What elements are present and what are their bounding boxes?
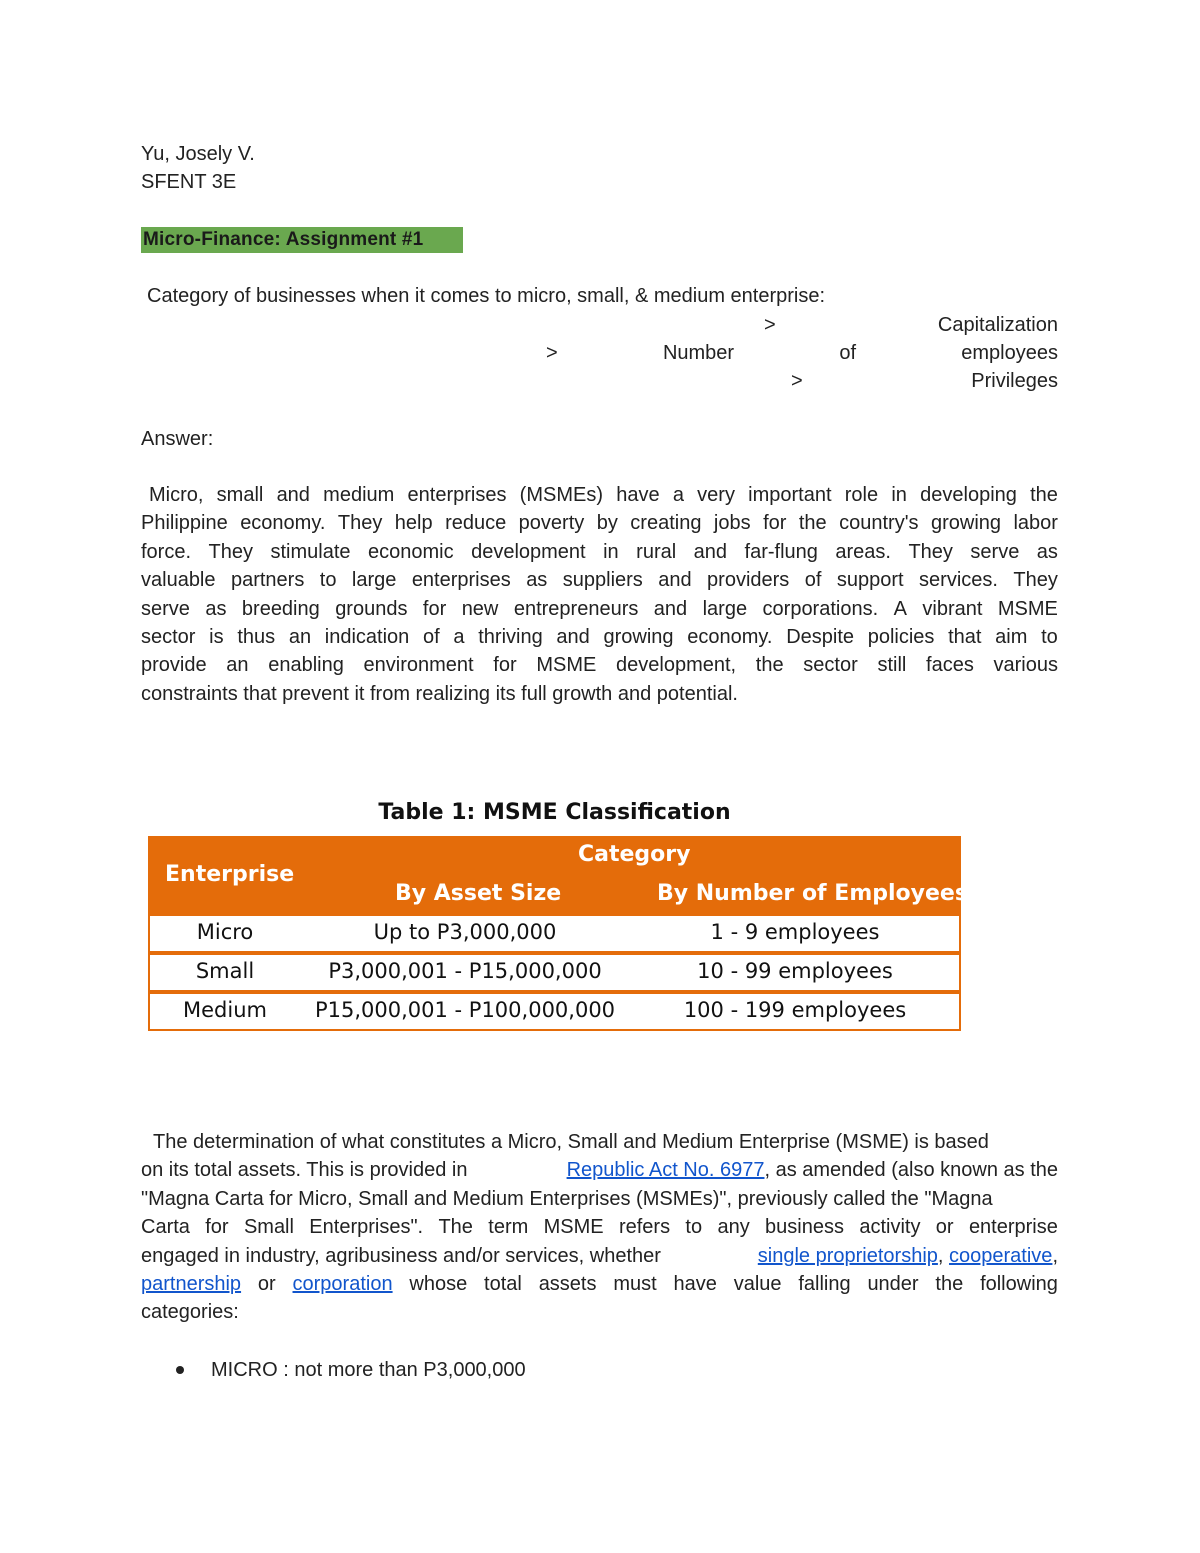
para-word: term	[488, 1216, 529, 1239]
para-word: The	[438, 1216, 473, 1239]
para-word: refers	[618, 1216, 671, 1239]
para-word: or	[935, 1216, 954, 1239]
answer-label: Answer:	[141, 428, 214, 450]
para-word: policies	[867, 626, 935, 649]
para-line	[141, 1156, 1058, 1184]
para-word: small	[216, 484, 264, 506]
para-word: services.	[919, 569, 998, 592]
para-text: The determination of what constitutes a Micro, Small and Medium Enterprise (MSME) is based	[153, 1131, 989, 1153]
para-word: vibrant	[922, 597, 983, 620]
para-word: and	[276, 484, 310, 506]
answer-paragraph	[141, 481, 1058, 708]
para-word: for	[205, 1216, 229, 1239]
para-word: medium	[323, 484, 395, 506]
para-word: an	[226, 654, 249, 677]
para-line: engaged in industry, agribusiness and/or services, whether single proprietorship, cooperative,	[141, 1242, 1058, 1270]
para-word: partners	[230, 569, 305, 592]
para-word: value	[733, 1273, 782, 1296]
para-word: provide	[141, 654, 207, 677]
cell-asset: Up to P3,000,000	[373, 920, 557, 944]
para-word: large	[702, 597, 748, 620]
para-line	[141, 623, 1058, 651]
para-word: support	[836, 569, 904, 592]
para-word: serve	[970, 540, 1020, 563]
para-word: sector	[803, 654, 858, 677]
para-word: falling	[798, 1273, 851, 1296]
msme-table	[148, 836, 968, 1033]
item-text: Privileges	[971, 370, 1058, 392]
para-line	[141, 1213, 1058, 1241]
para-line	[141, 1128, 1058, 1156]
para-word: any	[717, 1216, 750, 1239]
para-word: or	[257, 1273, 276, 1296]
para-word: for	[493, 654, 517, 677]
para-word: the	[935, 1273, 964, 1296]
para-word: total	[484, 1273, 522, 1296]
cell-enterprise: Micro	[196, 920, 254, 944]
para-word: force.	[141, 540, 192, 563]
cell-employees: 100 - 199 employees	[683, 998, 907, 1022]
table-header	[148, 836, 968, 916]
para-line	[141, 1298, 1058, 1326]
para-word: business	[765, 1216, 844, 1239]
para-word: and	[556, 626, 590, 649]
para-word: new	[461, 597, 499, 620]
header-employees: By Number of Employees	[657, 881, 968, 906]
cell-asset: P3,000,001 - P15,000,000	[328, 959, 602, 983]
para-word: as	[205, 597, 227, 620]
question-item-privileges	[791, 367, 1058, 395]
para-word: grounds	[335, 597, 408, 620]
para-word: important	[748, 484, 832, 506]
para-word: aim	[995, 626, 1028, 649]
para-word: Enterprises".	[309, 1216, 424, 1239]
item-word: of	[839, 342, 857, 364]
cell-enterprise: Small	[195, 959, 255, 983]
para-word: have	[673, 1273, 717, 1296]
para-word: entrepreneurs	[513, 597, 639, 620]
para-word: a	[672, 484, 684, 506]
para-word: development,	[616, 654, 737, 677]
para-word: MSME	[536, 654, 597, 677]
para-word: as	[526, 569, 548, 592]
para-word: enterprise	[968, 1216, 1058, 1239]
para-word: reduce	[445, 512, 507, 535]
para-word: thus	[237, 626, 276, 649]
item-word: Number	[662, 342, 735, 364]
para-word: serve	[141, 597, 190, 620]
para-word: an	[288, 626, 312, 649]
para-word: to	[1041, 626, 1058, 649]
para-word: role	[844, 484, 879, 506]
para-word: must	[613, 1273, 657, 1296]
para-word: growing	[603, 626, 674, 649]
para-word: of	[423, 626, 440, 649]
link-partnership[interactable]: partnership	[141, 1273, 242, 1296]
para-line	[141, 680, 1058, 708]
bullet-item: MICRO : not more than P3,000,000	[211, 1359, 526, 1381]
para-word: They	[208, 540, 253, 563]
para-word: have	[616, 484, 660, 506]
para-word: various	[993, 654, 1058, 677]
para-word: under	[867, 1273, 919, 1296]
para-word: economy.	[240, 512, 326, 535]
link-republic-act[interactable]: Republic Act No. 6977	[566, 1159, 765, 1182]
para-word: very	[697, 484, 735, 506]
item-word: employees	[961, 342, 1058, 364]
para-word: areas.	[835, 540, 891, 563]
question-intro: Category of businesses when it comes to micro, small, & medium enterprise:	[147, 285, 826, 307]
para-word: MSME	[997, 597, 1058, 620]
para-word: Small	[243, 1216, 294, 1239]
para-line	[141, 595, 1058, 623]
para-word: the	[755, 654, 784, 677]
para-word: a	[453, 626, 465, 649]
para-word: whose	[409, 1273, 468, 1296]
para-word: economic	[367, 540, 454, 563]
para-word: still	[877, 654, 907, 677]
link-single-proprietorship[interactable]: single proprietorship	[757, 1244, 938, 1267]
para-text: engaged in industry, agribusiness and/or services, whether	[141, 1244, 661, 1267]
link-corporation[interactable]: corporation	[292, 1273, 393, 1296]
header-enterprise: Enterprise	[165, 862, 295, 887]
para-text: , as amended (also known as the	[764, 1159, 1058, 1182]
author-section: SFENT 3E	[141, 171, 237, 193]
para-word: development	[471, 540, 586, 563]
item-text: Capitalization	[937, 314, 1058, 336]
para-word: the	[1030, 484, 1058, 506]
para-word: A	[893, 597, 907, 620]
para-word: stimulate	[270, 540, 351, 563]
para-word: Carta	[141, 1216, 190, 1239]
para-word: the	[798, 512, 827, 535]
item-marker: >	[546, 342, 558, 364]
para-word: (MSMEs)	[519, 484, 603, 506]
para-word: MSME	[543, 1216, 604, 1239]
para-line	[141, 1185, 1058, 1213]
question-item-employees	[546, 339, 1058, 367]
para-word: jobs	[713, 512, 751, 535]
para-word: They	[337, 512, 383, 535]
cell-employees: 10 - 99 employees	[697, 959, 893, 983]
para-word: growing	[930, 512, 1002, 535]
para-word: creating	[630, 512, 702, 535]
para-word: They	[1013, 569, 1058, 592]
para-word: assets	[538, 1273, 597, 1296]
para-word: thriving	[478, 626, 543, 649]
para-word: for	[763, 512, 787, 535]
header-category: Category	[578, 842, 691, 867]
para-word: Philippine	[141, 512, 228, 535]
assignment-title: Micro-Finance: Assignment #1	[141, 227, 463, 253]
para-word: large	[351, 569, 397, 592]
para-word: They	[908, 540, 953, 563]
para-word: and	[693, 540, 728, 563]
item-marker: >	[791, 370, 803, 392]
para-word: Despite	[786, 626, 854, 649]
para-line	[141, 481, 1058, 509]
para-word: rural	[636, 540, 677, 563]
para-word: enabling	[268, 654, 344, 677]
para-word: and	[658, 569, 692, 592]
para-word: labor	[1013, 512, 1058, 535]
item-marker: >	[764, 314, 776, 336]
cell-enterprise: Medium	[183, 998, 267, 1022]
para-word: environment	[363, 654, 474, 677]
para-word: developing	[920, 484, 1017, 506]
para-line	[141, 651, 1058, 679]
para-word: enterprises	[407, 484, 507, 506]
para-word: constraints that prevent it from realizing its full growth and potential.	[141, 682, 738, 705]
para-word: and	[653, 597, 688, 620]
para-word: activity	[859, 1216, 921, 1239]
para-word: economy.	[687, 626, 773, 649]
para-word: for	[422, 597, 447, 620]
para-word: far-flung	[744, 540, 818, 563]
para-word: indication	[324, 626, 410, 649]
question-item-capitalization	[764, 311, 1058, 339]
link-cooperative[interactable]: cooperative	[949, 1244, 1053, 1267]
para-word: is	[209, 626, 224, 649]
para-text: categories:	[141, 1301, 239, 1324]
para-word: suppliers	[562, 569, 643, 592]
para-word: corporations.	[762, 597, 879, 620]
para-word: Micro,	[149, 484, 204, 506]
para-word: country's	[839, 512, 919, 535]
para-line	[141, 538, 1058, 566]
header-asset-size: By Asset Size	[395, 881, 562, 906]
para-text: "Magna Carta for Micro, Small and Medium Enterprises (MSMEs)", previously called the "Magna	[141, 1187, 993, 1210]
bullet-dot-icon	[176, 1366, 184, 1374]
para-word: faces	[926, 654, 974, 677]
table-row	[148, 916, 961, 953]
para-word: to	[319, 569, 337, 592]
cell-employees: 1 - 9 employees	[710, 920, 880, 944]
para-line	[141, 566, 1058, 594]
para-word: sector	[141, 626, 196, 649]
para-word: help	[394, 512, 433, 535]
table-row	[148, 992, 961, 1031]
para-word: providers	[707, 569, 790, 592]
para-word: that	[948, 626, 982, 649]
para-word: enterprises	[411, 569, 511, 592]
table-title: Table 1: MSME Classification	[378, 800, 731, 825]
table-row	[148, 953, 961, 992]
para-word: in	[891, 484, 907, 506]
para-word: breeding	[241, 597, 320, 620]
para-word: by	[596, 512, 618, 535]
para-word: in	[603, 540, 619, 563]
cell-asset: P15,000,001 - P100,000,000	[314, 998, 616, 1022]
para-word: as	[1036, 540, 1058, 563]
para-line	[141, 1270, 1058, 1298]
para-text: on its total assets. This is provided in	[141, 1159, 468, 1182]
para-word: of	[804, 569, 822, 592]
para-word: valuable	[141, 569, 216, 592]
para-word: to	[685, 1216, 703, 1239]
para-line	[141, 509, 1058, 537]
definition-paragraph	[141, 1128, 1058, 1327]
author-name: Yu, Josely V.	[141, 143, 255, 165]
para-word: poverty	[518, 512, 585, 535]
para-word: following	[980, 1273, 1058, 1296]
